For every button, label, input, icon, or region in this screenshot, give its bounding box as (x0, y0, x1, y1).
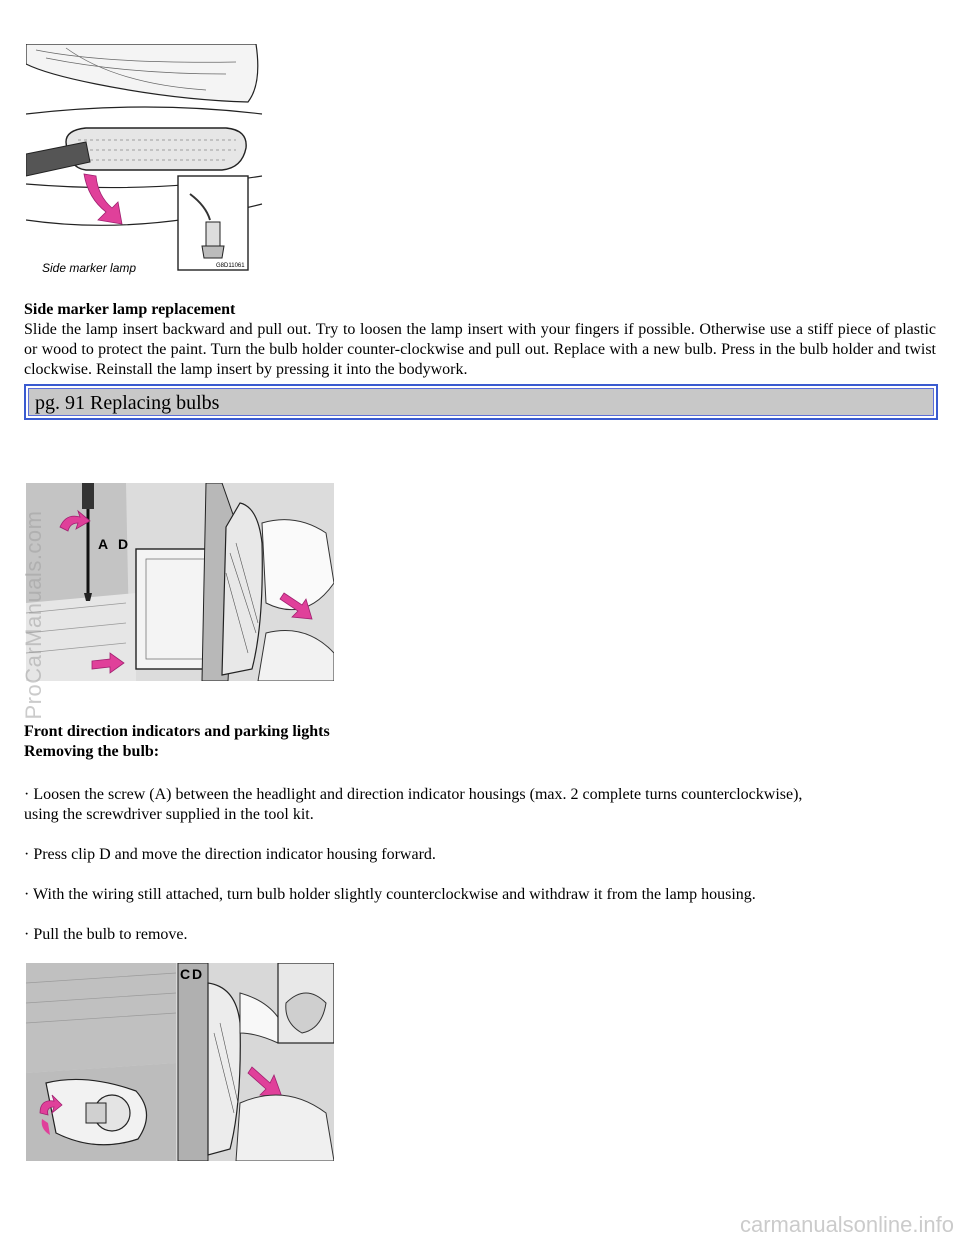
label-c: C (180, 966, 191, 982)
label-d2: D (192, 966, 203, 982)
front-indicator-figure (26, 483, 334, 681)
label-a: A (98, 536, 109, 552)
bulb-holder-figure (26, 963, 334, 1161)
front-section-title: Front direction indicators and parking lights (24, 723, 330, 740)
label-d: D (118, 536, 129, 552)
watermark-procarmanuals: ProCarManuals.com (21, 510, 46, 720)
side-marker-title: Side marker lamp replacement (24, 301, 236, 318)
side-marker-body: Slide the lamp insert backward and pull out. Try to loosen the lamp insert with your fingers if possible. Otherwise use a stiff piece of plastic or wood to protect the paint. Turn the bulb holder counter-clockwise and pull out. Replace with a new bulb. Press in the bulb holder and twist clockwise. Reinstall the lamp insert by pressing it into the bodywork. (24, 321, 936, 378)
step-3: · With the wiring still attached, turn bulb holder slightly counterclockwise and withdraw it from the lamp housing. (24, 886, 756, 903)
step-4: · Pull the bulb to remove. (24, 926, 188, 943)
side-marker-lamp-figure (26, 44, 266, 276)
step-1: · Loosen the screw (A) between the headlight and direction indicator housings (max. 2 complete turns counterclockwise), using the screwdriver supplied in the tool kit. (24, 786, 803, 823)
watermark-carmanualsonline: carmanualsonline.info (739, 1212, 954, 1237)
figure-caption: Side marker lamp (42, 261, 137, 275)
page-heading-bar (24, 384, 938, 420)
page-heading: pg. 91 Replacing bulbs (28, 388, 934, 416)
front-section-subtitle: Removing the bulb: (24, 743, 160, 760)
figure-code-label: G8D11061 (216, 263, 245, 269)
step-2: · Press clip D and move the direction indicator housing forward. (24, 846, 436, 863)
